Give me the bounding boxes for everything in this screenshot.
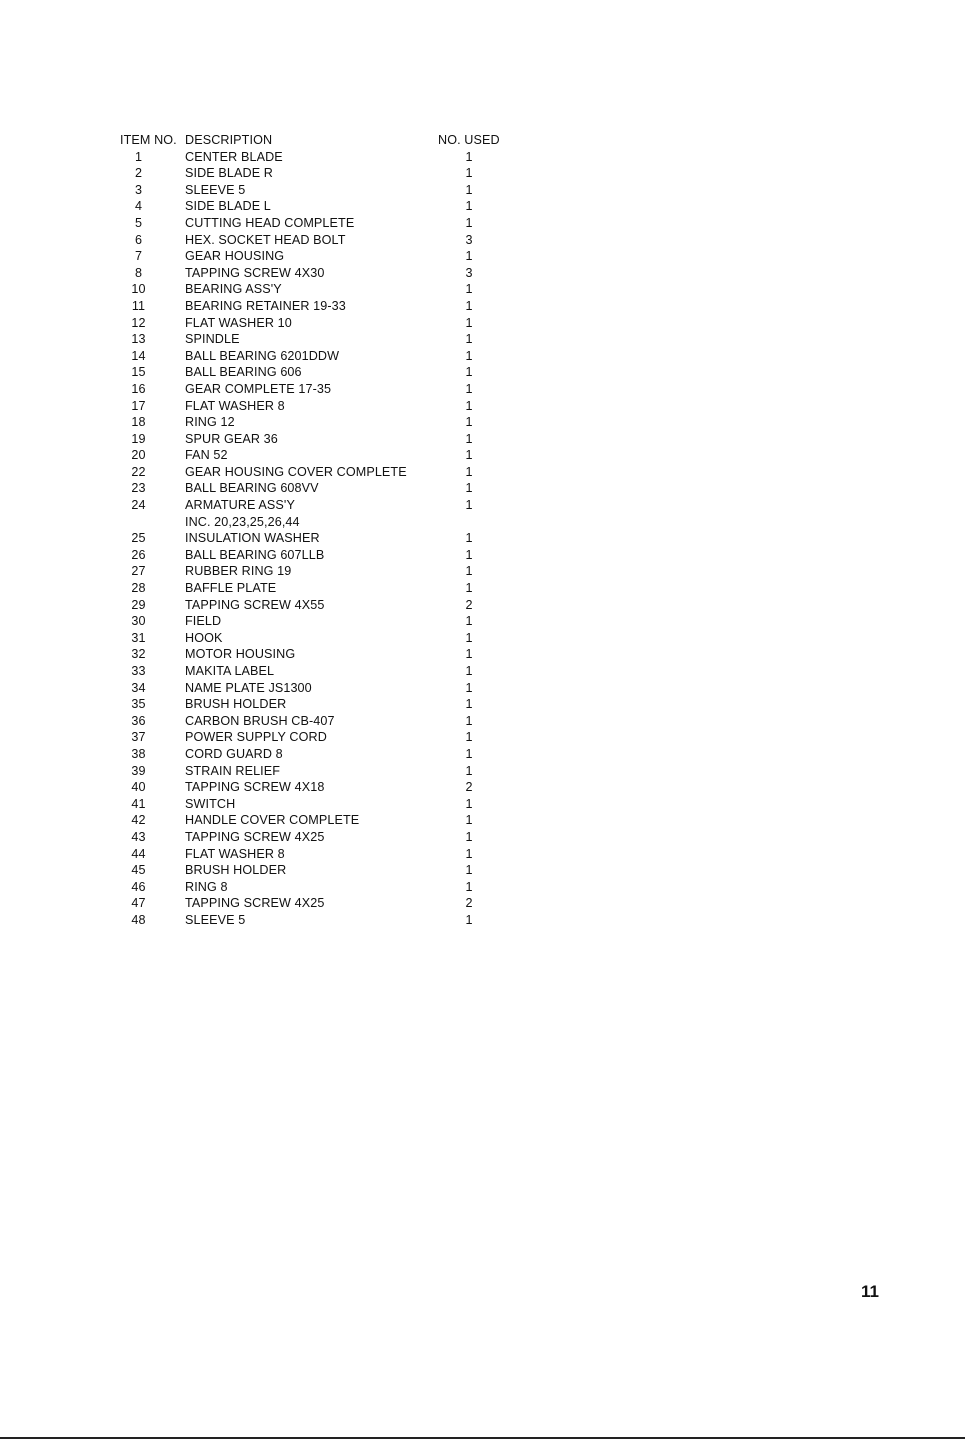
item-number: 17 <box>131 398 146 413</box>
item-quantity: 1 <box>465 215 473 230</box>
item-number: 5 <box>134 215 143 230</box>
item-description: FLAT WASHER 8 <box>185 398 285 413</box>
item-quantity: 1 <box>465 813 473 828</box>
table-row <box>120 763 520 780</box>
item-quantity: 1 <box>465 199 473 214</box>
item-quantity: 1 <box>465 713 473 728</box>
item-number: 20 <box>131 448 146 463</box>
table-row <box>120 414 520 431</box>
item-number: 48 <box>131 912 146 927</box>
item-quantity: 1 <box>465 846 473 861</box>
item-description: BAFFLE PLATE <box>185 581 277 596</box>
item-number: 2 <box>134 166 143 181</box>
item-quantity: 1 <box>465 348 473 363</box>
item-number: 10 <box>131 282 146 297</box>
item-number: 3 <box>134 182 143 197</box>
table-row <box>120 348 520 365</box>
item-description: GEAR HOUSING COVER COMPLETE <box>185 464 407 479</box>
item-quantity: 1 <box>465 879 473 894</box>
item-quantity: 2 <box>465 896 473 911</box>
item-number: 37 <box>131 730 146 745</box>
table-row <box>120 514 520 531</box>
item-description: TAPPING SCREW 4X30 <box>185 265 325 280</box>
item-description: INC. 20,23,25,26,44 <box>185 514 300 529</box>
table-row <box>120 895 520 912</box>
item-number: 29 <box>131 597 146 612</box>
item-number: 36 <box>131 713 146 728</box>
item-description: GEAR COMPLETE 17-35 <box>185 381 332 396</box>
table-row <box>120 680 520 697</box>
item-number: 8 <box>134 265 143 280</box>
header-no-used: NO. USED <box>438 133 500 147</box>
item-quantity: 1 <box>465 149 473 164</box>
item-number: 1 <box>134 149 143 164</box>
item-description: SLEEVE 5 <box>185 912 246 927</box>
table-row <box>120 862 520 879</box>
item-number: 46 <box>131 879 146 894</box>
table-row <box>120 431 520 448</box>
table-row <box>120 331 520 348</box>
table-row <box>120 315 520 332</box>
item-number: 28 <box>131 581 146 596</box>
item-description: MOTOR HOUSING <box>185 647 296 662</box>
item-description: HOOK <box>185 630 223 645</box>
item-description: BALL BEARING 608VV <box>185 481 319 496</box>
item-description: SWITCH <box>185 796 236 811</box>
item-description: BRUSH HOLDER <box>185 863 287 878</box>
item-number: 34 <box>131 680 146 695</box>
item-quantity: 1 <box>465 746 473 761</box>
item-description: FLAT WASHER 8 <box>185 846 285 861</box>
item-number: 15 <box>131 365 146 380</box>
item-description: BALL BEARING 606 <box>185 365 302 380</box>
item-quantity: 2 <box>465 597 473 612</box>
table-row <box>120 165 520 182</box>
item-description: STRAIN RELIEF <box>185 763 281 778</box>
table-row <box>120 713 520 730</box>
item-quantity: 1 <box>465 332 473 347</box>
item-description: CUTTING HEAD COMPLETE <box>185 215 355 230</box>
parts-list-header <box>120 132 520 149</box>
item-quantity: 1 <box>465 829 473 844</box>
table-row <box>120 779 520 796</box>
item-description: SPUR GEAR 36 <box>185 431 278 446</box>
item-quantity: 1 <box>465 448 473 463</box>
item-quantity: 1 <box>465 697 473 712</box>
item-description: FIELD <box>185 614 222 629</box>
item-number: 16 <box>131 381 146 396</box>
item-description: POWER SUPPLY CORD <box>185 730 327 745</box>
item-number: 33 <box>131 664 146 678</box>
table-row <box>120 729 520 746</box>
item-number: 18 <box>131 415 146 430</box>
item-description: RING 12 <box>185 415 235 430</box>
item-number: 35 <box>131 697 146 712</box>
item-number: 40 <box>131 780 146 795</box>
item-quantity: 1 <box>465 431 473 446</box>
item-number: 39 <box>131 763 146 778</box>
table-row <box>120 613 520 630</box>
item-quantity: 1 <box>465 547 473 562</box>
item-number: 6 <box>134 232 143 247</box>
item-description: INSULATION WASHER <box>185 531 320 546</box>
table-row <box>120 447 520 464</box>
item-quantity: 1 <box>465 381 473 396</box>
table-row <box>120 846 520 863</box>
table-row <box>120 796 520 813</box>
item-quantity: 1 <box>465 415 473 430</box>
item-quantity: 1 <box>465 730 473 745</box>
item-number: 27 <box>131 564 146 579</box>
item-quantity: 1 <box>465 166 473 181</box>
item-description: FLAT WASHER 10 <box>185 315 292 330</box>
item-description: HEX. SOCKET HEAD BOLT <box>185 232 346 247</box>
item-description: FAN 52 <box>185 448 228 463</box>
item-number: 47 <box>131 896 146 911</box>
item-number: 30 <box>131 614 146 629</box>
table-row <box>120 232 520 249</box>
item-description: BEARING ASS'Y <box>185 282 282 297</box>
item-number: 4 <box>134 199 143 214</box>
item-quantity: 1 <box>465 680 473 695</box>
bottom-rule <box>0 1437 965 1439</box>
item-number: 42 <box>131 813 146 828</box>
item-quantity: 1 <box>465 912 473 927</box>
item-quantity: 1 <box>465 249 473 264</box>
item-description: MAKITA LABEL <box>185 664 275 678</box>
parts-list-rows <box>120 149 520 929</box>
table-row <box>120 182 520 199</box>
item-quantity: 1 <box>465 614 473 629</box>
header-item-no: ITEM NO. <box>120 133 177 147</box>
item-number: 31 <box>131 630 146 645</box>
item-description: SIDE BLADE L <box>185 199 271 214</box>
table-row <box>120 663 520 680</box>
item-number: 13 <box>131 332 146 347</box>
header-description: DESCRIPTION <box>185 133 273 147</box>
item-description: BEARING RETAINER 19-33 <box>185 298 346 313</box>
item-description: SPINDLE <box>185 332 240 347</box>
table-row <box>120 281 520 298</box>
item-number: 7 <box>134 249 143 264</box>
table-row <box>120 248 520 265</box>
item-quantity: 1 <box>465 763 473 778</box>
item-description: TAPPING SCREW 4X18 <box>185 780 325 795</box>
item-description: BALL BEARING 6201DDW <box>185 348 340 363</box>
table-row <box>120 746 520 763</box>
table-row <box>120 646 520 663</box>
item-quantity: 1 <box>465 498 473 513</box>
item-quantity: 1 <box>465 564 473 579</box>
item-description: HANDLE COVER COMPLETE <box>185 813 360 828</box>
table-row <box>120 464 520 481</box>
item-description: GEAR HOUSING <box>185 249 285 264</box>
table-row <box>120 829 520 846</box>
table-row <box>120 812 520 829</box>
page-number: 11 <box>861 1282 879 1301</box>
item-number: 43 <box>131 829 146 844</box>
item-description: BALL BEARING 607LLB <box>185 547 325 562</box>
item-quantity: 1 <box>465 531 473 546</box>
item-number: 38 <box>131 746 146 761</box>
table-row <box>120 547 520 564</box>
item-quantity: 2 <box>465 780 473 795</box>
item-quantity: 1 <box>465 581 473 596</box>
item-number: 25 <box>131 531 146 546</box>
item-description: ARMATURE ASS'Y <box>185 498 295 513</box>
item-quantity: 1 <box>465 664 473 678</box>
item-description: SLEEVE 5 <box>185 182 246 197</box>
table-row <box>120 879 520 896</box>
item-description: BRUSH HOLDER <box>185 697 287 712</box>
item-number: 44 <box>131 846 146 861</box>
item-quantity: 1 <box>465 630 473 645</box>
table-row <box>120 215 520 232</box>
table-row <box>120 580 520 597</box>
item-quantity: 1 <box>465 298 473 313</box>
item-description: RING 8 <box>185 879 228 894</box>
item-quantity: 1 <box>465 282 473 297</box>
table-row <box>120 696 520 713</box>
table-row <box>120 563 520 580</box>
item-number: 45 <box>131 863 146 878</box>
table-row <box>120 198 520 215</box>
table-row <box>120 530 520 547</box>
table-row <box>120 497 520 514</box>
item-quantity: 1 <box>465 796 473 811</box>
item-description: RUBBER RING 19 <box>185 564 292 579</box>
table-row <box>120 149 520 166</box>
item-quantity: 1 <box>465 182 473 197</box>
item-number: 24 <box>131 498 146 513</box>
item-description: NAME PLATE JS1300 <box>185 680 312 695</box>
item-number: 14 <box>131 348 146 363</box>
item-description: TAPPING SCREW 4X55 <box>185 597 325 612</box>
item-description: TAPPING SCREW 4X25 <box>185 829 325 844</box>
item-quantity: 1 <box>465 315 473 330</box>
item-quantity: 1 <box>465 365 473 380</box>
item-description: CENTER BLADE <box>185 149 283 164</box>
table-row <box>120 398 520 415</box>
item-quantity: 1 <box>465 398 473 413</box>
item-number: 41 <box>131 796 146 811</box>
item-quantity: 3 <box>465 265 473 280</box>
item-quantity: 3 <box>465 232 473 247</box>
table-row <box>120 381 520 398</box>
table-row <box>120 480 520 497</box>
parts-list <box>120 132 520 929</box>
item-number: 12 <box>131 315 146 330</box>
table-row <box>120 597 520 614</box>
item-description: CARBON BRUSH CB-407 <box>185 713 335 728</box>
item-number: 23 <box>131 481 146 496</box>
item-number: 11 <box>131 298 146 313</box>
item-number: 19 <box>131 431 146 446</box>
item-number: 32 <box>131 647 146 662</box>
item-number: 22 <box>131 464 146 479</box>
item-description: SIDE BLADE R <box>185 166 273 181</box>
item-quantity: 1 <box>465 481 473 496</box>
table-row <box>120 298 520 315</box>
item-number: 26 <box>131 547 146 562</box>
table-row <box>120 630 520 647</box>
item-description: CORD GUARD 8 <box>185 746 283 761</box>
table-row <box>120 912 520 929</box>
item-quantity: 1 <box>465 863 473 878</box>
item-quantity: 1 <box>465 464 473 479</box>
item-quantity: 1 <box>465 647 473 662</box>
table-row <box>120 364 520 381</box>
table-row <box>120 265 520 282</box>
item-description: TAPPING SCREW 4X25 <box>185 896 325 911</box>
